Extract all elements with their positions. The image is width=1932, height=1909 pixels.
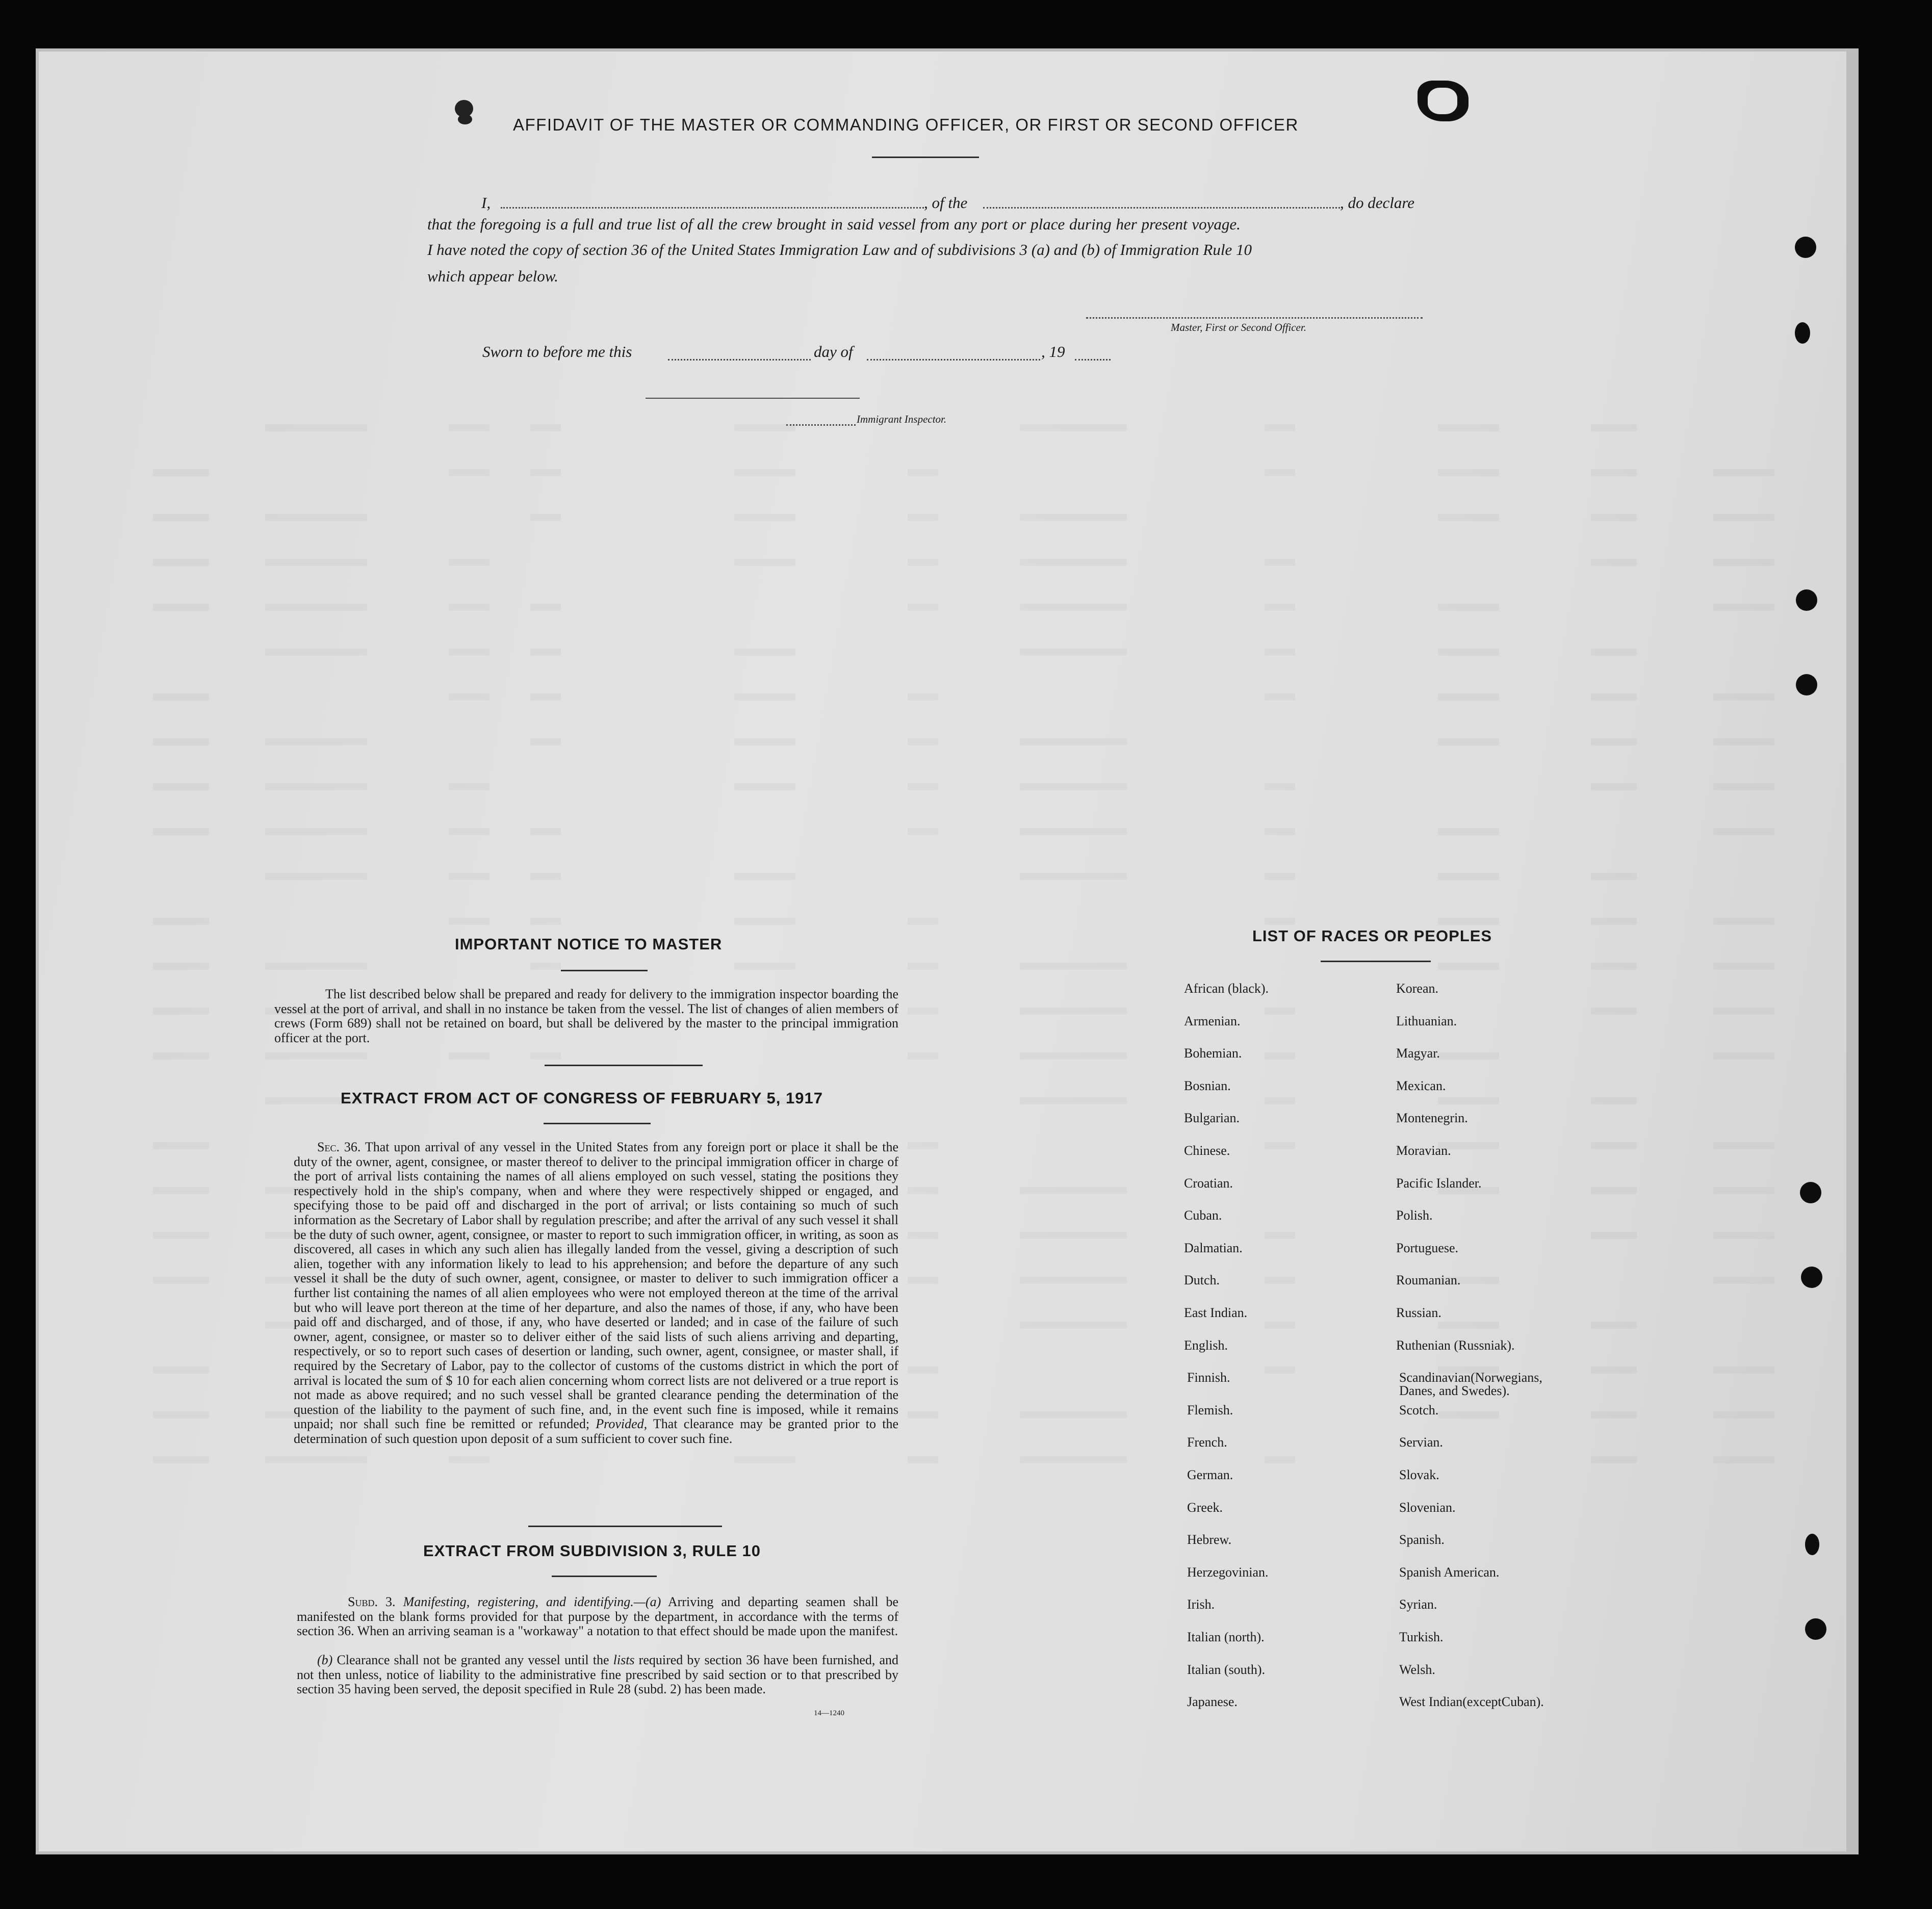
ink-stamp-right-center [1428, 88, 1457, 114]
bleed-through-mark [153, 963, 209, 970]
bleed-through-mark [734, 514, 795, 521]
bleed-through-mark [1591, 424, 1637, 431]
affidavit-line4: which appear below. [427, 267, 558, 285]
bleed-through-mark [1713, 783, 1774, 790]
race-item: Flemish. [1187, 1403, 1233, 1417]
bleed-through-mark [449, 693, 490, 701]
bleed-through-mark [1438, 1097, 1499, 1104]
bleed-through-mark [1020, 1052, 1127, 1060]
bleed-through-mark [530, 828, 561, 835]
extract-rule-heading: Manifesting, registering, and identifying.—(a) [403, 1594, 661, 1609]
bleed-through-mark [908, 693, 938, 701]
bleed-through-mark [1713, 559, 1774, 566]
bleed-through-mark [530, 738, 561, 745]
bleed-through-mark [908, 918, 938, 925]
extract-rule-part-b-italic: lists [613, 1653, 635, 1667]
race-item: Spanish American. [1399, 1565, 1500, 1580]
bleed-through-mark [1438, 1052, 1499, 1060]
race-item: Finnish. [1187, 1370, 1230, 1385]
bleed-through-mark [1591, 873, 1637, 880]
bleed-through-mark [1020, 1456, 1127, 1463]
bleed-through-mark [1591, 1411, 1637, 1418]
bleed-through-mark [1713, 918, 1774, 925]
bleed-through-mark [1438, 918, 1499, 925]
bleed-through-mark [1020, 828, 1127, 835]
bleed-through-mark [1265, 1366, 1295, 1374]
bleed-through-mark [1020, 604, 1127, 611]
bleed-through-mark [153, 828, 209, 835]
bleed-through-mark [530, 918, 561, 925]
bleed-through-mark [908, 1008, 938, 1015]
race-item: Bulgarian. [1184, 1111, 1240, 1125]
bleed-through-mark [1438, 738, 1499, 745]
bleed-through-mark [1438, 469, 1499, 476]
bleed-through-mark [449, 918, 490, 925]
race-item: Lithuanian. [1396, 1014, 1457, 1028]
bleed-through-mark [1591, 1187, 1637, 1194]
bleed-through-mark [1591, 514, 1637, 521]
bleed-through-mark [1265, 918, 1295, 925]
bleed-through-mark [1020, 1008, 1127, 1015]
bleed-through-mark [530, 693, 561, 701]
bleed-through-mark [265, 873, 367, 880]
bleed-through-mark [265, 559, 367, 566]
bleed-through-mark [1591, 1456, 1637, 1463]
race-item: Irish. [1187, 1597, 1215, 1612]
bleed-through-mark [908, 1142, 938, 1149]
race-item: Welsh. [1399, 1662, 1435, 1677]
race-item: Chinese. [1184, 1143, 1230, 1158]
race-item: Italian (south). [1187, 1662, 1266, 1677]
bleed-through-mark [734, 783, 795, 790]
races-title-rule [1321, 961, 1431, 962]
bleed-through-mark [908, 469, 938, 476]
bleed-through-mark [449, 873, 490, 880]
extract-rule-part-a: Arriving and departing seamen shall be manifested on the blank forms provided for that purpose by the department, in accordance with the terms of section 36. When an arriving seaman is a "workaway" a notation to that effect should be made upon the manifest. [297, 1594, 899, 1639]
bleed-through-mark [908, 559, 938, 566]
bleed-through-mark [265, 783, 367, 790]
bleed-through-mark [265, 828, 367, 835]
race-item: Herzegovinian. [1187, 1565, 1269, 1580]
bleed-through-mark [908, 514, 938, 521]
extract-act-proviso-text: That clearance may be granted prior to the determination of such question upon deposit of a sum sufficient to cover such fine. [294, 1416, 899, 1446]
bleed-through-mark [1713, 738, 1774, 745]
bleed-through-mark [449, 1052, 490, 1060]
bleed-through-mark [1020, 1097, 1127, 1104]
bleed-through-mark [1591, 559, 1637, 566]
bleed-through-mark [1713, 693, 1774, 701]
bleed-through-mark [1265, 1456, 1295, 1463]
punch-hole [1796, 674, 1817, 695]
bleed-through-mark [1265, 873, 1295, 880]
bleed-through-mark [1265, 649, 1295, 656]
bleed-through-mark [1265, 693, 1295, 701]
bleed-through-mark [530, 424, 561, 431]
bleed-through-mark [265, 514, 367, 521]
bleed-through-mark [734, 738, 795, 745]
bleed-through-mark [1265, 469, 1295, 476]
bleed-through-mark [153, 783, 209, 790]
bleed-through-mark [1438, 424, 1499, 431]
page-edge-shadow [1846, 51, 1856, 1851]
punch-hole [1801, 1267, 1822, 1288]
bleed-through-mark [1265, 1277, 1295, 1284]
extract-act-body: That upon arrival of any vessel in the United States from any foreign port or place it shall be the duty of the owner, agent, consignee, or master thereof to deliver to the principal immigration officer in charge of the port of arrival lists containing the names of all aliens employed on such vessel, stating the positions they respectively hold in the ship's company, when and where they were respectively shipped or engaged, and specifying those to be paid off and discharged in the port of arrival; or lists containing so much of such information as the Secretary of Labor shall by regulation prescribe; and after the arrival of any such vessel it shall be the duty of such owner, agent, consignee, or master to report to such immigration officer, in writing, as soon as discovered, all cases in which any such alien has illegally landed from the vessel, giving a description of such alien, together with any information likely to lead to his apprehension; and before the departure of any such vessel it shall be the duty of such owner, agent, consignee, or master to deliver to such immigration officer a further list containing the names of all alien employees who were not employed thereon at the time of the arrival but who will leave port thereon at the time of her departure, and also the names of those, if any, who have been paid off and discharged, and of those, if any, who have deserted or landed; and in case of the failure of such owner, agent, consignee, or master so to deliver either of the said lists of such aliens arriving and departing, respectively, or so to report such cases of desertion or landing, such owner, agent, consignee, or master shall, if required by the Secretary of Labor, pay to the collector of customs of the customs district in which the port of arrival is located the sum of $ 10 for each alien concerning whom correct lists are not delivered or a true report is not made as above required; and no such vessel shall be granted clearance pending the determination of the question of the liability to the payment of such fine, and, in the event such fine is imposed, while it remains unpaid; nor shall such fine be remitted or refunded; [294, 1140, 899, 1432]
bleed-through-mark [153, 1052, 209, 1060]
bleed-through-mark [908, 604, 938, 611]
bleed-through-mark [734, 559, 795, 566]
sworn-prefix: Sworn to before me this [482, 343, 632, 360]
bleed-through-mark [265, 738, 367, 745]
race-item: Polish. [1396, 1208, 1433, 1223]
race-item: West Indian(exceptCuban). [1399, 1694, 1544, 1709]
bleed-through-mark [1265, 559, 1295, 566]
sworn-day-field[interactable] [668, 359, 811, 360]
punch-hole [1796, 589, 1817, 611]
race-item: Slovak. [1399, 1467, 1439, 1482]
bleed-through-mark [908, 783, 938, 790]
bleed-through-mark [1713, 1008, 1774, 1015]
bleed-through-mark [1713, 1456, 1774, 1463]
notice-bottom-rule [545, 1065, 703, 1066]
bleed-through-mark [265, 424, 367, 431]
bleed-through-mark [1020, 649, 1127, 656]
bleed-through-mark [1265, 424, 1295, 431]
sworn-year-field[interactable] [1075, 359, 1111, 360]
punch-hole [1795, 237, 1816, 258]
bleed-through-mark [1713, 469, 1774, 476]
bleed-through-mark [1713, 1366, 1774, 1374]
bleed-through-mark [1713, 604, 1774, 611]
bleed-through-mark [1265, 1232, 1295, 1239]
bleed-through-mark [908, 1232, 938, 1239]
bleed-through-mark [1591, 1322, 1637, 1329]
bleed-through-mark [153, 604, 209, 611]
punch-hole [1805, 1534, 1819, 1555]
bleed-through-mark [153, 1142, 209, 1149]
bleed-through-mark [530, 514, 561, 521]
race-item: Scotch. [1399, 1403, 1439, 1417]
bleed-through-mark [153, 918, 209, 925]
bleed-through-mark [734, 649, 795, 656]
extract-rule-title: EXTRACT FROM SUBDIVISION 3, RULE 10 [423, 1542, 761, 1560]
bleed-through-mark [265, 649, 367, 656]
bleed-through-mark [1713, 1052, 1774, 1060]
bleed-through-mark [1713, 1142, 1774, 1149]
bleed-through-mark [1713, 514, 1774, 521]
race-item: English. [1184, 1338, 1228, 1353]
sworn-year: , 19 [1041, 343, 1065, 360]
bleed-through-mark [1591, 649, 1637, 656]
bleed-through-mark [1265, 1052, 1295, 1060]
document-page [36, 48, 1859, 1854]
bleed-through-mark [1020, 1277, 1127, 1284]
affidavit-title: AFFIDAVIT OF THE MASTER OR COMMANDING OFFICER, OR FIRST OR SECOND OFFICER [513, 115, 1299, 134]
bleed-through-mark [265, 1456, 367, 1463]
bleed-through-mark [1713, 1232, 1774, 1239]
affidavit-name-field[interactable] [501, 207, 924, 209]
extract-rule-lead: Subd. 3. [348, 1594, 396, 1609]
extract-act-proviso-word: Provided, [596, 1416, 648, 1432]
bleed-through-mark [908, 1187, 938, 1194]
bleed-through-mark [1438, 963, 1499, 970]
extract-act-title: EXTRACT FROM ACT OF CONGRESS OF FEBRUARY 5, 1917 [341, 1089, 823, 1107]
bleed-through-mark [265, 963, 367, 970]
bleed-through-mark [449, 604, 490, 611]
bleed-through-mark [1020, 963, 1127, 970]
master-signature-caption: Master, First or Second Officer. [1171, 321, 1306, 333]
bleed-through-mark [449, 1456, 490, 1463]
bleed-through-mark [153, 1232, 209, 1239]
bleed-through-mark [908, 963, 938, 970]
race-item: Dutch. [1184, 1273, 1220, 1287]
race-item: Turkish. [1399, 1630, 1444, 1644]
ink-smudge-left-lower [458, 114, 472, 124]
inspector-caption: Immigrant Inspector. [857, 413, 947, 425]
bleed-through-mark [1591, 963, 1637, 970]
bleed-through-mark [734, 1456, 795, 1463]
race-item: Portuguese. [1396, 1241, 1459, 1255]
race-item: Roumanian. [1396, 1273, 1461, 1287]
race-item: Mexican. [1396, 1078, 1446, 1093]
race-item: Bohemian. [1184, 1046, 1242, 1061]
race-item: Russian. [1396, 1305, 1441, 1320]
bleed-through-mark [449, 828, 490, 835]
extract-rule-b-label: (b) [317, 1653, 333, 1667]
bleed-through-mark [1591, 469, 1637, 476]
affidavit-vessel-field[interactable] [983, 207, 1340, 209]
bleed-through-mark [449, 783, 490, 790]
bleed-through-mark [908, 1411, 938, 1418]
race-item: Hebrew. [1187, 1532, 1232, 1547]
bleed-through-mark [530, 963, 561, 970]
extract-act-lead: Sec. 36. [317, 1140, 361, 1154]
sworn-month-field[interactable] [867, 359, 1040, 360]
bleed-through-mark [530, 469, 561, 476]
race-item: Croatian. [1184, 1176, 1233, 1191]
bleed-through-mark [908, 1366, 938, 1374]
affidavit-title-rule [872, 157, 979, 158]
punch-hole [1805, 1618, 1826, 1640]
race-item: German. [1187, 1467, 1233, 1482]
bleed-through-mark [153, 1277, 209, 1284]
inspector-signature-field[interactable] [646, 398, 860, 399]
bleed-through-mark [1438, 828, 1499, 835]
race-item: Ruthenian (Russniak). [1396, 1338, 1515, 1353]
bleed-through-mark [449, 649, 490, 656]
bleed-through-mark [1591, 918, 1637, 925]
affidavit-line1-i: I, [481, 194, 491, 212]
bleed-through-mark [1591, 1232, 1637, 1239]
bleed-through-mark [153, 514, 209, 521]
bleed-through-mark [1713, 963, 1774, 970]
race-item: French. [1187, 1435, 1227, 1450]
bleed-through-mark [1591, 1142, 1637, 1149]
bleed-through-mark [1438, 1322, 1499, 1329]
bleed-through-mark [1591, 1097, 1637, 1104]
bleed-through-mark [1591, 783, 1637, 790]
bleed-through-mark [153, 693, 209, 701]
bleed-through-mark [734, 693, 795, 701]
bleed-through-mark [1265, 604, 1295, 611]
extract-act-bottom-rule [528, 1526, 722, 1527]
bleed-through-mark [908, 1456, 938, 1463]
race-item: Slovenian. [1399, 1500, 1456, 1515]
bleed-through-mark [1020, 783, 1127, 790]
bleed-through-mark [530, 649, 561, 656]
bleed-through-mark [449, 424, 490, 431]
bleed-through-mark [1020, 738, 1127, 745]
sworn-day-of: day of [814, 343, 853, 360]
bleed-through-mark [1020, 424, 1127, 431]
extract-rule-part-b1: Clearance shall not be granted any vessel until the [337, 1653, 609, 1667]
bleed-through-mark [153, 1187, 209, 1194]
bleed-through-mark [1591, 738, 1637, 745]
race-item: Servian. [1399, 1435, 1443, 1450]
bleed-through-mark [1713, 1187, 1774, 1194]
bleed-through-mark [734, 469, 795, 476]
bleed-through-mark [1020, 514, 1127, 521]
bleed-through-mark [1713, 1411, 1774, 1418]
bleed-through-mark [1438, 873, 1499, 880]
bleed-through-mark [1591, 693, 1637, 701]
bleed-through-mark [1713, 1277, 1774, 1284]
punch-hole [1800, 1182, 1821, 1203]
race-item: East Indian. [1184, 1305, 1248, 1320]
bleed-through-mark [1020, 559, 1127, 566]
bleed-through-mark [1265, 1097, 1295, 1104]
bleed-through-mark [530, 1052, 561, 1060]
bleed-through-mark [449, 469, 490, 476]
notice-title: IMPORTANT NOTICE TO MASTER [455, 935, 723, 953]
race-item: Syrian. [1399, 1597, 1437, 1612]
bleed-through-mark [908, 1277, 938, 1284]
bleed-through-mark [153, 559, 209, 566]
bleed-through-mark [265, 1052, 367, 1060]
bleed-through-mark [153, 738, 209, 745]
inspector-caption-leader [786, 424, 856, 426]
master-signature-field[interactable] [1086, 317, 1423, 319]
bleed-through-mark [153, 1008, 209, 1015]
punch-hole [1795, 322, 1810, 344]
extract-rule-text-b [297, 1653, 898, 1697]
bleed-through-mark [153, 1366, 209, 1374]
bleed-through-mark [1265, 828, 1295, 835]
bleed-through-mark [734, 963, 795, 970]
bleed-through-mark [1438, 649, 1499, 656]
bleed-through-mark [734, 918, 795, 925]
bleed-through-mark [1020, 1232, 1127, 1239]
bleed-through-mark [908, 738, 938, 745]
bleed-through-mark [1265, 783, 1295, 790]
race-item: Pacific Islander. [1396, 1176, 1482, 1191]
race-item: Korean. [1396, 981, 1439, 996]
race-item: Italian (north). [1187, 1630, 1265, 1644]
bleed-through-mark [1265, 1142, 1295, 1149]
affidavit-line1-declare: , do declare [1340, 194, 1415, 212]
bleed-through-mark [530, 604, 561, 611]
bleed-through-mark [1020, 873, 1127, 880]
bleed-through-mark [1591, 1366, 1637, 1374]
race-item: Armenian. [1184, 1014, 1241, 1028]
race-item: African (black). [1184, 981, 1269, 996]
race-item: Moravian. [1396, 1143, 1451, 1158]
race-item: Scandinavian(Norwegians, Danes, and Swedes). [1399, 1370, 1542, 1398]
affidavit-line3: I have noted the copy of section 36 of the United States Immigration Law and of subdivisions 3 (a) and (b) of Immigration Rule 10 [427, 241, 1252, 259]
extract-rule-text [297, 1595, 898, 1639]
extract-act-title-rule [544, 1123, 651, 1124]
bleed-through-mark [1020, 1411, 1127, 1418]
bleed-through-mark [1438, 1411, 1499, 1418]
bleed-through-mark [1713, 828, 1774, 835]
bleed-through-mark [734, 873, 795, 880]
race-item: Greek. [1187, 1500, 1223, 1515]
races-title: LIST OF RACES OR PEOPLES [1252, 927, 1492, 945]
notice-title-rule [561, 970, 648, 971]
bleed-through-mark [530, 873, 561, 880]
bleed-through-mark [908, 1052, 938, 1060]
bleed-through-mark [449, 559, 490, 566]
bleed-through-mark [1438, 514, 1499, 521]
affidavit-line1-of-the: , of the [924, 194, 968, 212]
bleed-through-mark [1020, 1322, 1127, 1329]
bleed-through-mark [1020, 1187, 1127, 1194]
bleed-through-mark [1438, 693, 1499, 701]
extract-rule-part-b2: required by section 36 have been furnished, and not then unless, notice of liability to the administrative fine prescribed by said section or to that prescribed by section 35 having been served, the deposit specified in Rule 28 (subd. 2) has been made. [297, 1653, 899, 1697]
bleed-through-mark [153, 1411, 209, 1418]
bleed-through-mark [1265, 1322, 1295, 1329]
bleed-through-mark [265, 604, 367, 611]
notice-text: The list described below shall be prepared and ready for delivery to the immigration inspector boarding the vessel at the port of arrival, and shall in no instance be taken from the vessel. The list of changes of alien members of crews (Form 689) shall not be retained on board, but shall be delivered by the master to the principal immigration officer at the port. [274, 987, 898, 1045]
race-item: Montenegrin. [1396, 1111, 1468, 1125]
form-number: 14—1240 [814, 1709, 844, 1717]
race-item: Magyar. [1396, 1046, 1440, 1061]
bleed-through-mark [1265, 1008, 1295, 1015]
bleed-through-mark [1438, 604, 1499, 611]
bleed-through-mark [153, 469, 209, 476]
race-item: Dalmatian. [1184, 1241, 1243, 1255]
race-item: Japanese. [1187, 1694, 1238, 1709]
race-item: Cuban. [1184, 1208, 1222, 1223]
extract-rule-title-rule [552, 1576, 657, 1577]
race-item: Spanish. [1399, 1532, 1445, 1547]
bleed-through-mark [153, 1456, 209, 1463]
extract-act-text [294, 1140, 898, 1446]
bleed-through-mark [1591, 1008, 1637, 1015]
race-item: Bosnian. [1184, 1078, 1231, 1093]
affidavit-line2: that the foregoing is a full and true list of all the crew brought in said vessel from any port or place during her present voyage. [427, 215, 1241, 233]
bleed-through-mark [908, 828, 938, 835]
